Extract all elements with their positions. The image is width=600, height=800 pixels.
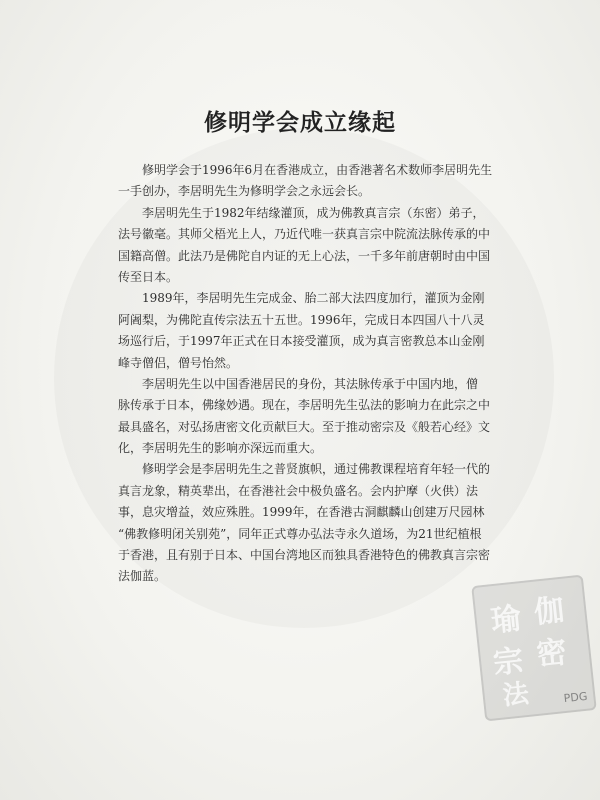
seal-glyph: 密 — [534, 634, 569, 673]
text-line: 国籍高僧。此法乃是佛陀自内证的无上心法，一千多年前唐朝时由中国 — [118, 248, 491, 263]
text-line: 一手创办，李居明先生为修明学会之永远会长。 — [118, 184, 371, 199]
text-line: 于香港，且有别于日本、中国台湾地区而独具香港特色的佛教真言宗密 — [118, 548, 491, 563]
seal-pdg-label: PDG — [563, 689, 589, 706]
text-line: 事，息灾增益，效应殊胜。1999年，在香港古洞麒麟山创建万尺园林 — [118, 505, 485, 520]
text-line: 1989年，李居明先生完成金、胎二部大法四度加行，灌顶为金刚 — [118, 291, 485, 306]
seal-glyph: 法 — [501, 678, 531, 712]
seal-stamp — [471, 575, 597, 722]
text-line: 李居明先生于1982年结缘灌顶，成为佛教真言宗（东密）弟子， — [118, 205, 485, 220]
text-line: 修明学会是李居明先生之普贤旗帜，通过佛教课程培育年轻一代的 — [118, 462, 491, 477]
text-line: 脉传承于日本，佛缘妙遇。现在，李居明先生弘法的影响力在此宗之中 — [118, 398, 491, 413]
seal-glyph: 伽 — [532, 592, 567, 631]
text-line: 修明学会于1996年6月在香港成立，由香港著名术数师李居明先生 — [118, 163, 493, 177]
text-line: 李居明先生以中国香港居民的身份，其法脉传承于中国内地，僧 — [118, 376, 479, 391]
text-line: 化，李居明先生的影响亦深远而重大。 — [118, 441, 323, 456]
text-line: 传至日本。 — [118, 269, 179, 284]
text-line: 最具盛名，对弘扬唐密文化贡献巨大。至于推动密宗及《般若心经》文 — [118, 419, 491, 434]
text-line: 场巡行后，于1997年正式在日本接受灌顶，成为真言密教总本山金刚 — [118, 334, 485, 349]
text-line: 法号徽毫。其师父梧光上人，乃近代唯一获真言宗中院流法脉传承的中 — [118, 227, 491, 242]
body-text — [118, 160, 504, 588]
text-line: 真言龙象，精英辈出，在香港社会中极负盛名。会内护摩（火供）法 — [118, 483, 479, 498]
seal-glyph: 宗 — [491, 643, 526, 682]
text-line: 阿阇梨，为佛陀直传宗法五十五世。1996年，完成日本四国八十八灵 — [118, 312, 485, 327]
page-title: 修明学会成立缘起 — [204, 110, 396, 136]
text-line: 法伽蓝。 — [118, 569, 167, 584]
text-line: “佛教修明闭关别苑”，同年正式尊办弘法寺永久道场，为21世纪植根 — [118, 526, 482, 541]
seal-glyph: 瑜 — [489, 601, 523, 640]
text-line: 峰寺僧侣，僧号怡然。 — [118, 355, 239, 370]
